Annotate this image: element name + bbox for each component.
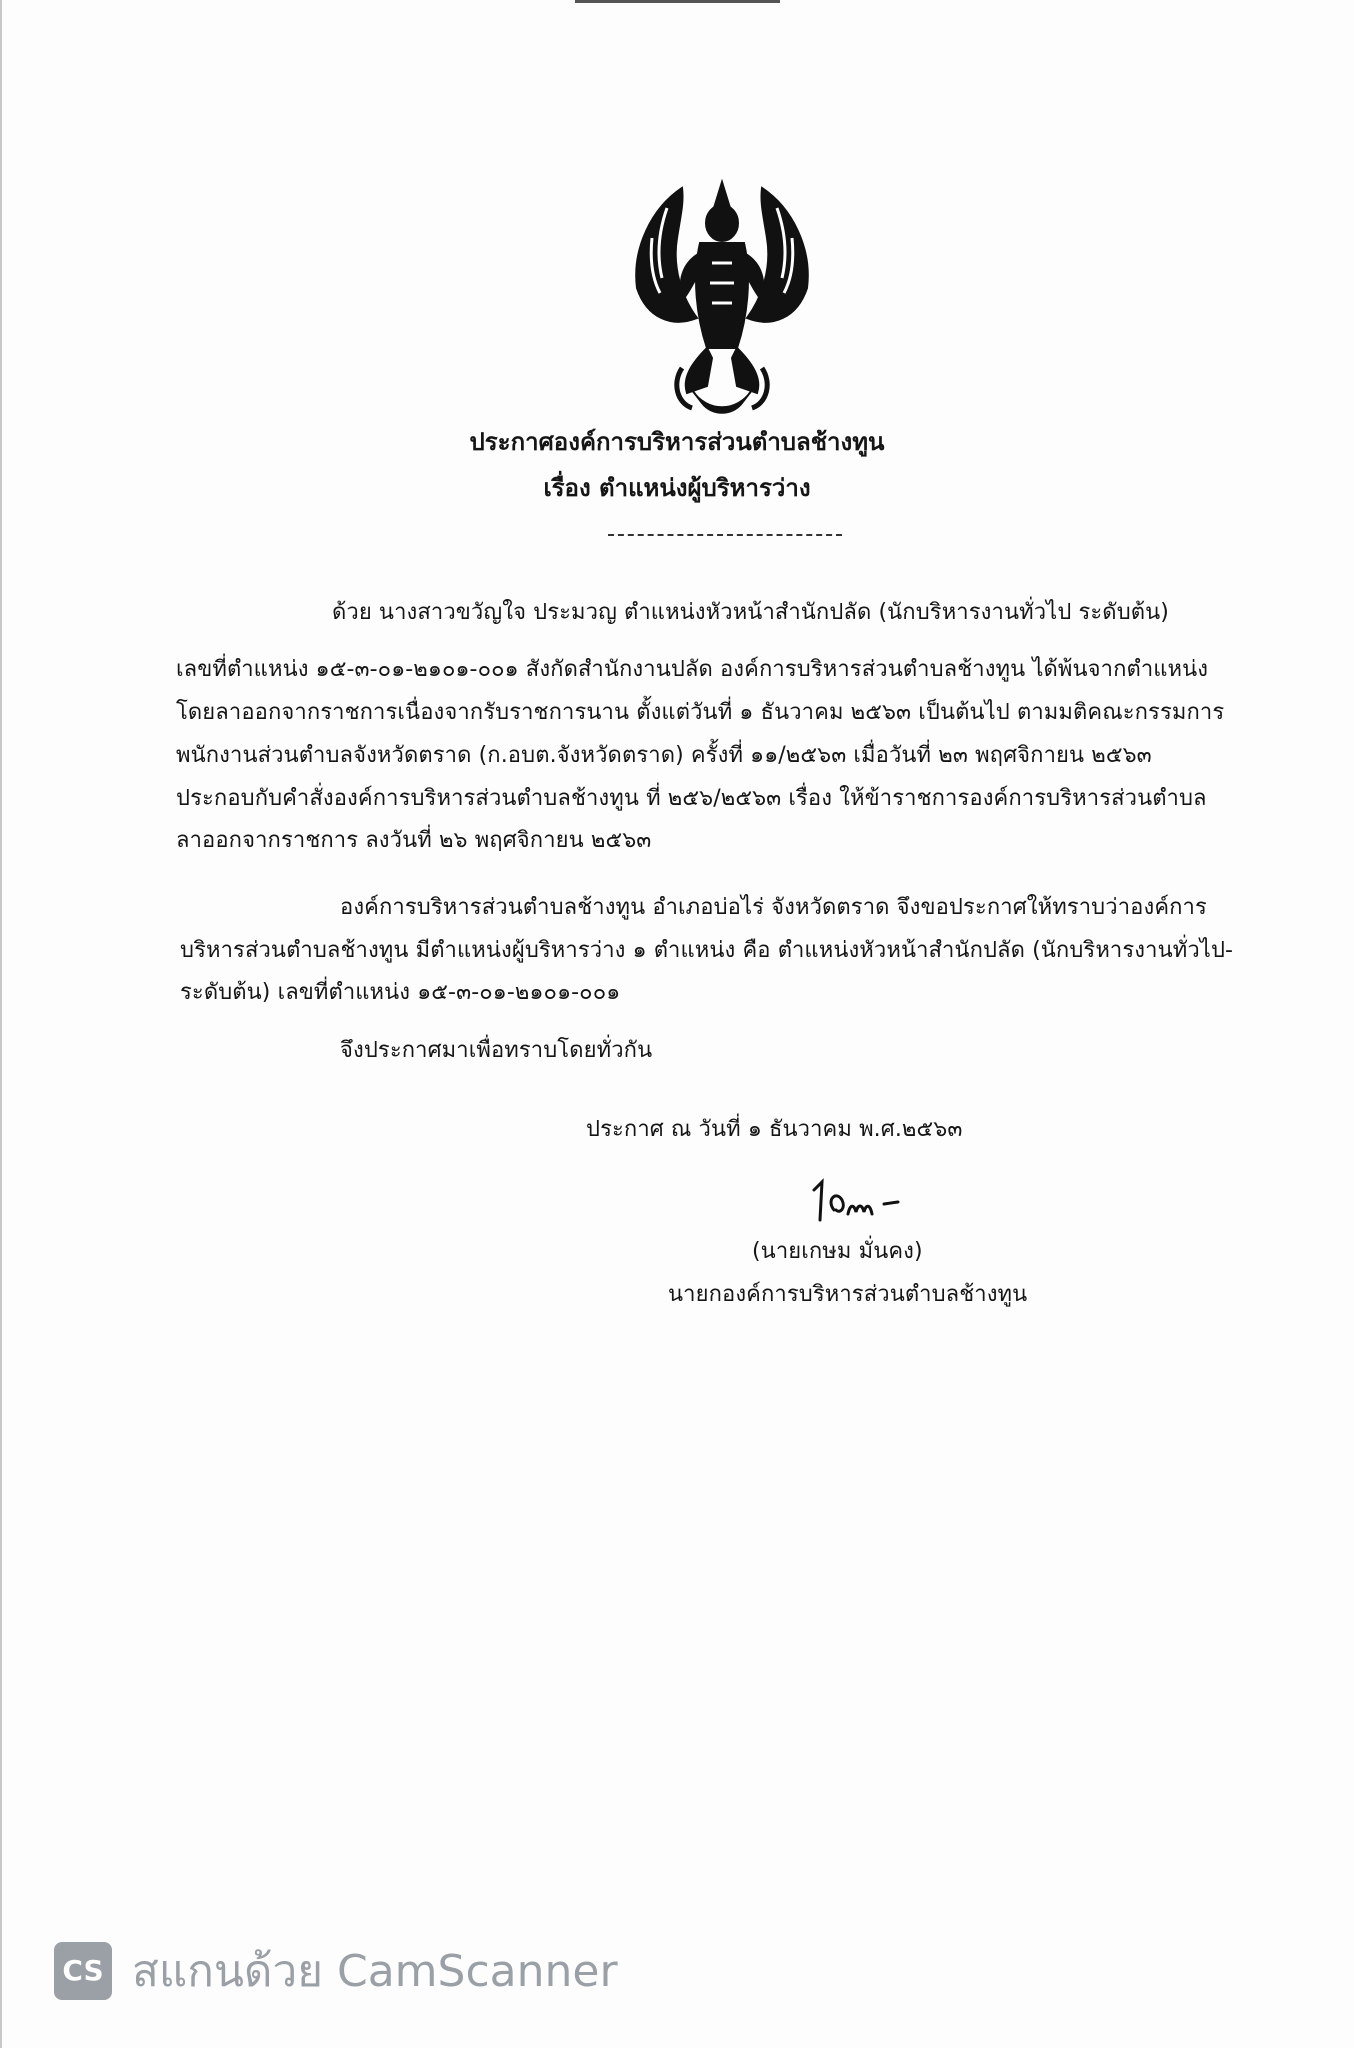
paragraph1-line4: พนักงานส่วนตำบลจังหวัดตราด (ก.อบต.จังหวัดตราด) ครั้งที่ ๑๑/๒๕๖๓ เมื่อวันที่ ๒๓ พฤศจิกายน ๒๕๖๓	[176, 743, 1152, 768]
garuda-emblem-icon	[612, 168, 832, 420]
closing-statement: จึงประกาศมาเพื่อทราบโดยทั่วกัน	[340, 1038, 653, 1063]
paragraph2-line3: ระดับต้น) เลขที่ตำแหน่ง ๑๕-๓-๐๑-๒๑๐๑-๐๐๑	[180, 980, 621, 1005]
camscanner-watermark: สแกนด้วย CamScanner	[132, 1946, 618, 1997]
top-edge-mark	[575, 0, 780, 3]
paragraph2-line1: องค์การบริหารส่วนตำบลช้างทูน อำเภอบ่อไร่ จังหวัดตราด จึงขอประกาศให้ทราบว่าองค์การ	[340, 895, 1207, 920]
signer-name: (นายเกษม มั่นคง)	[752, 1239, 923, 1264]
paragraph1-line5: ประกอบกับคำสั่งองค์การบริหารส่วนตำบลช้างทูน ที่ ๒๕๖/๒๕๖๓ เรื่อง ให้ข้าราชการองค์การบริหารส่วนตำบล	[176, 786, 1207, 811]
announcement-subject: เรื่อง ตำแหน่งผู้บริหารว่าง	[543, 474, 811, 502]
title-divider	[608, 534, 842, 536]
page-edge-shadow	[0, 0, 2, 2048]
paragraph1-line6: ลาออกจากราชการ ลงวันที่ ๒๖ พฤศจิกายน ๒๕๖๓	[176, 828, 652, 853]
paragraph1-line1: ด้วย นางสาวขวัญใจ ประมวญ ตำแหน่งหัวหน้าสำนักปลัด (นักบริหารงานทั่วไป ระดับต้น)	[332, 600, 1169, 625]
camscanner-logo-text: CS	[62, 1954, 104, 1987]
paragraph1-line2: เลขที่ตำแหน่ง ๑๕-๓-๐๑-๒๑๐๑-๐๐๑ สังกัดสำนักงานปลัด องค์การบริหารส่วนตำบลช้างทูน ได้พ้นจากตำแหน่ง	[176, 657, 1209, 682]
paragraph2-line2: บริหารส่วนตำบลช้างทูน มีตำแหน่งผู้บริหารว่าง ๑ ตำแหน่ง คือ ตำแหน่งหัวหน้าสำนักปลัด (นักบริหารงานทั่วไป-	[180, 938, 1234, 963]
handwritten-signature	[806, 1170, 916, 1226]
camscanner-logo-icon	[54, 1942, 112, 2000]
signer-title: นายกองค์การบริหารส่วนตำบลช้างทูน	[668, 1282, 1028, 1307]
announcement-title: ประกาศองค์การบริหารส่วนตำบลช้างทูน	[469, 428, 885, 456]
paragraph1-line3: โดยลาออกจากราชการเนื่องจากรับราชการนาน ตั้งแต่วันที่ ๑ ธันวาคม ๒๕๖๓ เป็นต้นไป ตามมติคณะกรรมการ	[176, 700, 1225, 725]
announcement-date: ประกาศ ณ วันที่ ๑ ธันวาคม พ.ศ.๒๕๖๓	[586, 1117, 963, 1142]
